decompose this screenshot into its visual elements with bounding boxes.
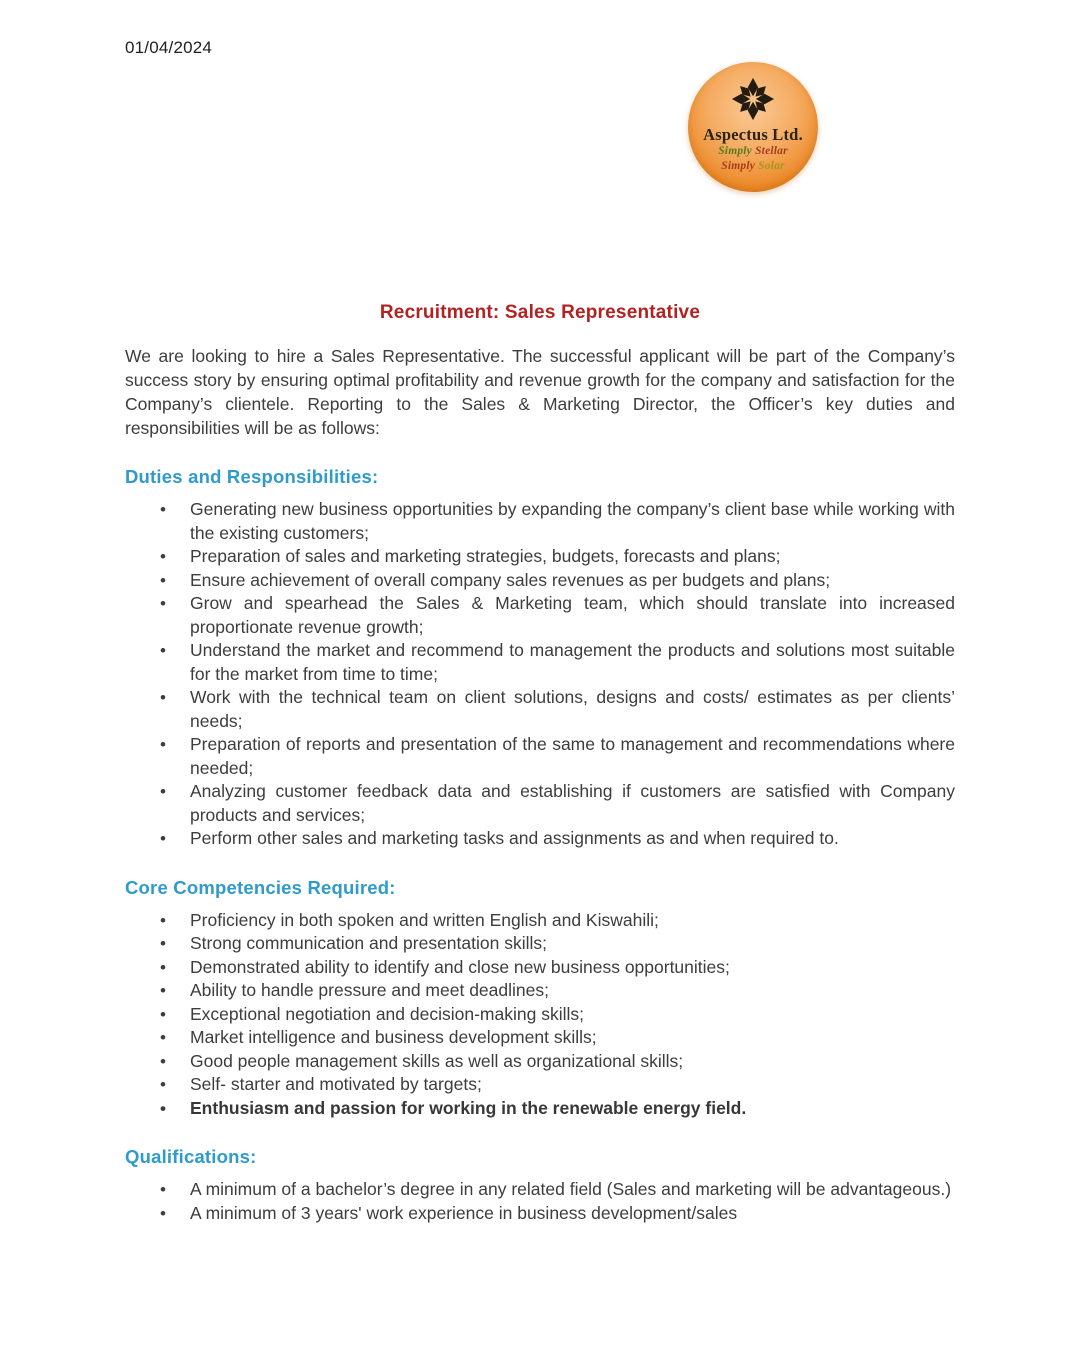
list-item: • Demonstrated ability to identify and close new business opportunities;: [190, 956, 955, 980]
qualifications-list: [125, 1178, 955, 1225]
company-name: Aspectus Ltd.: [703, 125, 803, 144]
list-item: • Good people management skills as well as organizational skills;: [190, 1050, 955, 1074]
list-item: • Proficiency in both spoken and written English and Kiswahili;: [190, 909, 955, 933]
company-logo: [688, 62, 818, 192]
list-item: • Self- starter and motivated by targets;: [190, 1073, 955, 1097]
list-item: • Market intelligence and business development skills;: [190, 1026, 955, 1050]
section-heading-competencies: Core Competencies Required:: [125, 876, 396, 898]
logo-tagline-2: [688, 159, 818, 174]
list-item: • Ensure achievement of overall company sales revenues as per budgets and plans;: [190, 569, 955, 593]
document-title: Recruitment: Sales Representative: [379, 302, 701, 323]
list-item: • Generating new business opportunities by expanding the company’s client base while working with the existing customers;: [190, 498, 955, 545]
list-item: • Work with the technical team on client solutions, designs and costs/ estimates as per clients’ needs;: [190, 686, 955, 733]
list-item: • A minimum of 3 years' work experience in business development/sales: [190, 1202, 955, 1226]
list-item: • A minimum of a bachelor’s degree in any related field (Sales and marketing will be advantageous.): [190, 1178, 955, 1202]
tagline-word: Solar: [758, 160, 785, 172]
list-item: • Understand the market and recommend to management the products and solutions most suitable for the market from time to time;: [190, 639, 955, 686]
list-item: • Enthusiasm and passion for working in the renewable energy field.: [190, 1097, 955, 1121]
list-item: • Perform other sales and marketing tasks and assignments as and when required to.: [190, 827, 955, 851]
flower-icon: [730, 76, 776, 122]
list-item: • Analyzing customer feedback data and establishing if customers are satisfied with Company products and services;: [190, 780, 955, 827]
list-item: • Exceptional negotiation and decision-making skills;: [190, 1003, 955, 1027]
tagline-word: Simply: [718, 145, 752, 157]
section-heading-qualifications: Qualifications:: [125, 1146, 257, 1167]
tagline-word: Simply: [721, 160, 756, 172]
intro-paragraph: We are looking to hire a Sales Representative. The successful applicant will be part of the Company’s success story by ensuring optimal profitability and revenue growth for the company and satisfaction for the Company’s clientele. Reporting to the Sales & Marketing Director, the Officer’s key duties and responsibilities will be as follows:: [125, 346, 955, 438]
list-item: • Grow and spearhead the Sales & Marketing team, which should translate into increased proportionate revenue growth;: [190, 592, 955, 639]
duties-list: [125, 498, 955, 851]
tagline-word: Stellar: [755, 145, 788, 157]
document-date: 01/04/2024: [125, 38, 213, 57]
list-item: • Ability to handle pressure and meet deadlines;: [190, 979, 955, 1003]
logo-tagline-1: [688, 144, 818, 159]
list-item: • Preparation of sales and marketing strategies, budgets, forecasts and plans;: [190, 545, 955, 569]
list-item: • Strong communication and presentation skills;: [190, 932, 955, 956]
list-item: • Preparation of reports and presentation of the same to management and recommendations where needed;: [190, 733, 955, 780]
section-heading-duties: Duties and Responsibilities:: [125, 466, 379, 487]
document-content: [125, 302, 955, 1225]
competencies-list: [125, 909, 955, 1121]
